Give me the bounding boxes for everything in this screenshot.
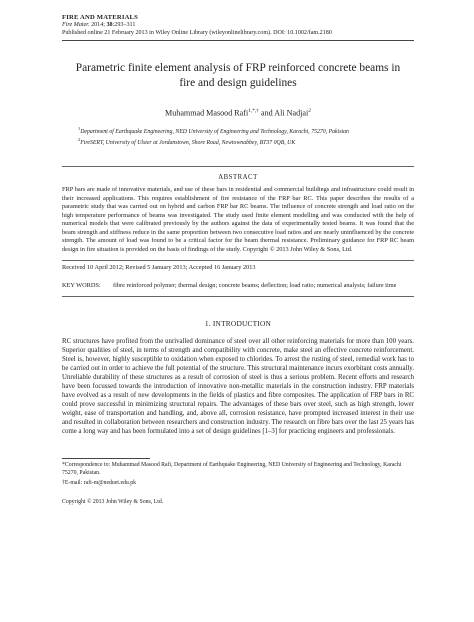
published-line: Published online 21 February 2013 in Wiley Online Library (wileyonlinelibrary.com). DOI: 10.1002/fam.2180 bbox=[62, 29, 332, 36]
keywords-rule bbox=[62, 296, 414, 297]
citation-volume: 38 bbox=[106, 22, 113, 28]
abstract-top-rule bbox=[62, 166, 414, 167]
abstract-heading: ABSTRACT bbox=[218, 174, 258, 182]
citation-line bbox=[62, 22, 414, 30]
abstract-text: FRP bars are made of innovative materials, and use of these bars in residential and commercial buildings and infrastructure could result in their increased applications. This requires establishment of fire resistance of the FRP bar RC. This paper describes the results of a parametric study that was carried out on hybrid and carbon FRP bar RC beams. The influence of concrete strength and load ratio on the high temperature performance of beams was investigated. The study used finite element modelling and was conducted with the help of numerical models that were calibrated previously by the authors against the data of experimentally tested beams. It was found that the beam strength and stiffness reduce in the same proportion between two consecutive load ratios and are nearly uninfluenced by the concrete strength. The amount of load was found to be a critical factor for the beam thermal resistance. Preliminary guidance for FRP RC beam design in fire situation is provided on the basis of findings of the study. Copyright © 2013 John Wiley & Sons, Ltd. bbox=[62, 186, 414, 253]
journal-header bbox=[62, 14, 414, 37]
affiliation-item bbox=[78, 136, 414, 147]
author-connector: and bbox=[259, 108, 275, 118]
citation-journal: Fire Mater. bbox=[62, 22, 90, 28]
received-dates: Received 10 April 2012; Revised 5 January 2013; Accepted 16 January 2013 bbox=[62, 260, 414, 272]
affiliation-marker: 2 bbox=[78, 137, 81, 142]
author-affiliation-marker: 1,*,† bbox=[248, 108, 259, 115]
section-heading: 1. INTRODUCTION bbox=[204, 318, 272, 328]
author-affiliation-marker: 2 bbox=[308, 108, 311, 115]
affiliation-item bbox=[78, 125, 414, 136]
affiliation-text: Department of Earthquake Engineering, NED University of Engineering and Technology, Karachi, 75270, Pakistan bbox=[80, 128, 349, 135]
affiliations bbox=[62, 125, 414, 147]
keywords-label: KEY WORDS: bbox=[62, 281, 101, 289]
journal-name: FIRE AND MATERIALS bbox=[62, 14, 139, 21]
email-footnote: †E-mail: rafi-m@neduet.edu.pk bbox=[62, 479, 137, 486]
authors-line bbox=[62, 106, 414, 119]
correspondence-footnote: *Correspondence to: Muhammad Masood Rafi, Department of Earthquake Engineering, NED University of Engineering and Technology, Karachi 75270, Pakistan. bbox=[62, 462, 402, 476]
introduction-paragraph: RC structures have profited from the unrivalled dominance of steel over all other reinforcing materials for more than 100 years. Superior qualities of steel, in terms of strength and compatibility with concrete, make steel an effective concrete reinforcement. Steel is, however, highly susceptible to oxidation when exposed to chlorides. To arrest the rusting of steel, remedial work has to be carried out in order to achieve the full potential of the structure. This structural maintenance incurs exorbitant costs annually. Unreliable durability of these structures as a result of corrosion of steel is thus a serious problem. Recent efforts and research have been focussed towards the introduction of innovative non-metallic materials in the construction industry. FRP materials have evolved as a result of new developments in the fields of plastics and fibre composites. The application of FRP bars in RC could prove successful in minimizing structural repairs. The advantages of these bars over steel, such as high strength, lower weight, ease of transportation and handling, and, above all, corrosion resistance, have prompted increased interest in their use and resulted in collaboration between researchers and construction industry. The research on fibre bars over the last 25 years has come a long way and has been formulated into a set of design guidelines [1–3] for practicing engineers and professionals. bbox=[62, 337, 414, 436]
author-name: Muhammad Masood Rafi bbox=[165, 108, 249, 118]
affiliation-marker: 1 bbox=[78, 125, 81, 131]
citation-year: 2014; bbox=[91, 22, 105, 28]
paper-title: Parametric finite element analysis of FRP reinforced concrete beams in fire and design guidelines bbox=[75, 62, 401, 89]
copyright-notice: Copyright © 2013 John Wiley & Sons, Ltd. bbox=[62, 498, 164, 505]
author-name: Ali Nadjai bbox=[274, 108, 309, 118]
header-rule bbox=[62, 40, 414, 41]
affiliation-text: FireSERT, University of Ulster at Jordanstown, Shore Road, Newtownabbey, BT37 0QB, UK bbox=[80, 139, 296, 146]
citation-pages: :293–311 bbox=[112, 22, 136, 28]
footnote-rule bbox=[62, 458, 150, 459]
keywords-block bbox=[62, 282, 414, 290]
keywords-text: fibre reinforced polymer; thermal design; concrete beams; deflection; load ratio; numerical analysis; failure time bbox=[113, 281, 397, 289]
